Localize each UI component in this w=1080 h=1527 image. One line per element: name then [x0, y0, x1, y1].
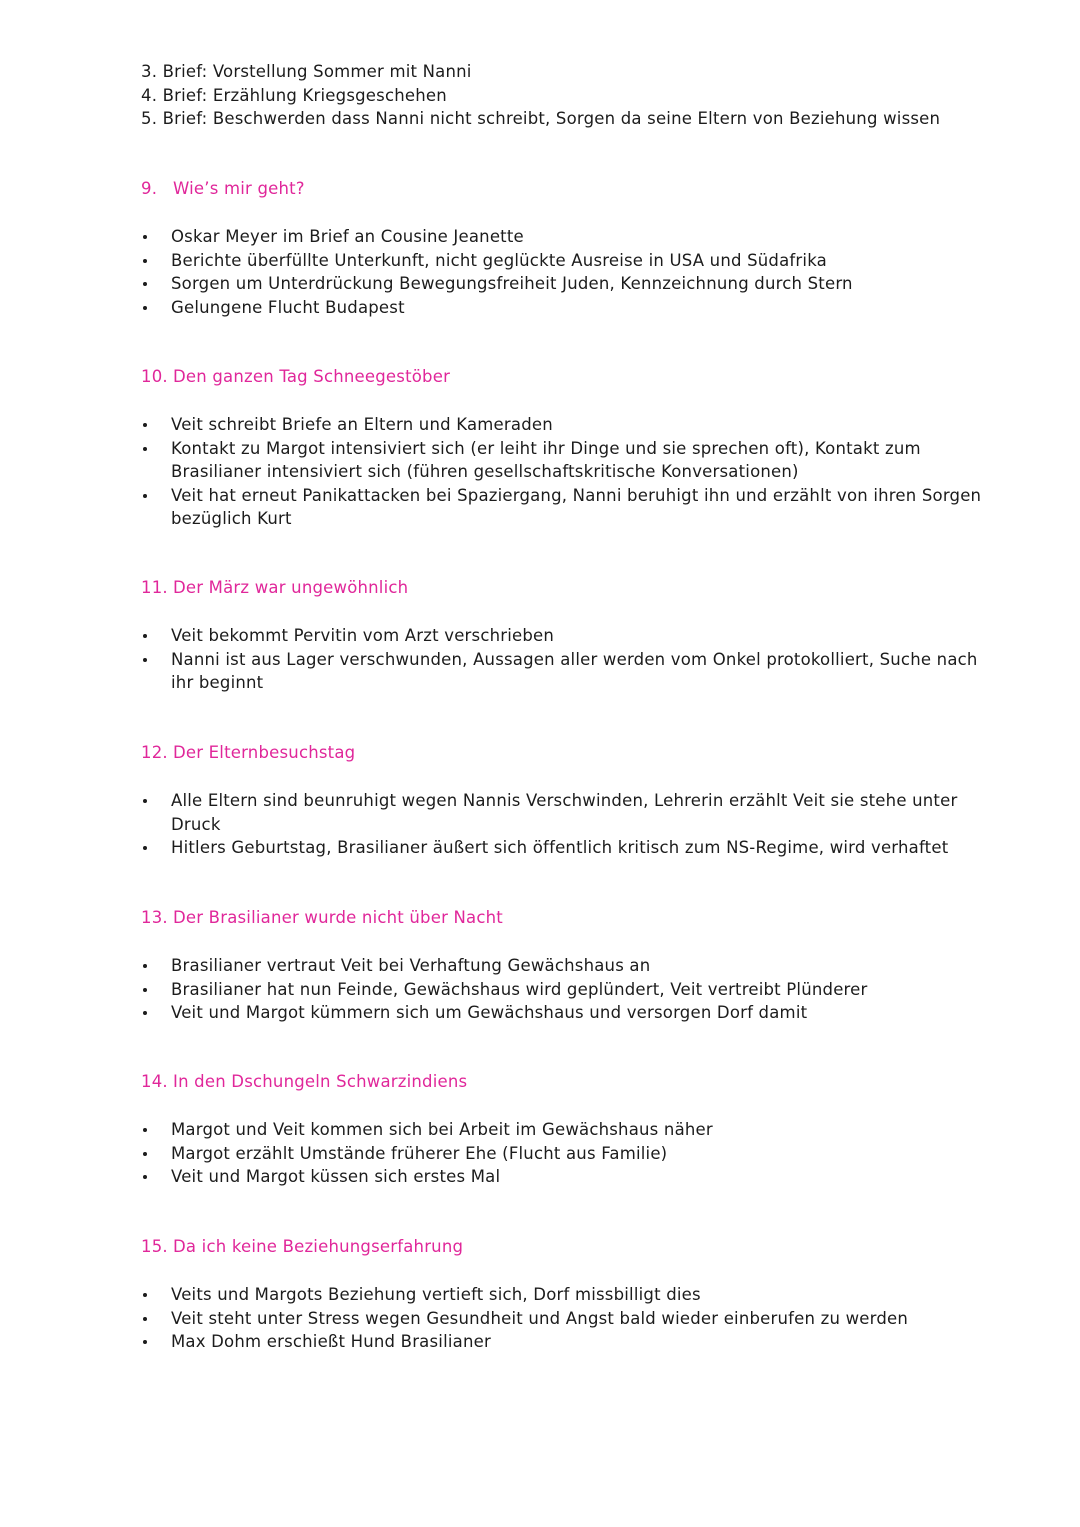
list-item-text: Veit steht unter Stress wegen Gesundheit und Angst bald wieder einberufen zu werden — [171, 1308, 909, 1328]
bullet-icon — [143, 1128, 147, 1132]
bullet-icon — [143, 846, 147, 850]
list-item — [141, 484, 1001, 531]
section-title: In den Dschungeln Schwarzindiens — [173, 1072, 468, 1091]
list-item — [141, 1142, 1001, 1166]
section-number: 11. — [141, 578, 168, 597]
intro-line: 3. Brief: Vorstellung Sommer mit Nanni — [141, 62, 472, 81]
list-item — [141, 648, 1001, 695]
list-item — [141, 1330, 1001, 1354]
bullet-icon — [143, 282, 147, 286]
list-item — [141, 249, 1001, 273]
section-10 — [141, 365, 1041, 531]
bullet-icon — [143, 306, 147, 310]
bullet-icon — [143, 799, 147, 803]
list-item-text: Margot erzählt Umstände früherer Ehe (Flucht aus Familie) — [171, 1143, 668, 1163]
list-item-text: Brasilianer vertraut Veit bei Verhaftung Gewächshaus an — [171, 956, 651, 975]
list-item-text: Veits und Margots Beziehung vertieft sich, Dorf missbilligt dies — [171, 1285, 701, 1304]
section-number: 15. — [141, 1237, 168, 1256]
list-item-text: Veit schreibt Briefe an Eltern und Kameraden — [171, 415, 553, 434]
list-item — [141, 954, 1001, 978]
list-item — [141, 413, 1001, 437]
list-item-text: Margot und Veit kommen sich bei Arbeit im Gewächshaus näher — [171, 1120, 713, 1139]
section-heading — [141, 1235, 1041, 1259]
list-item-text: Max Dohm erschießt Hund Brasilianer — [171, 1332, 491, 1352]
bullet-icon — [143, 423, 147, 427]
list-item — [141, 1001, 1001, 1025]
list-item-text: Kontakt zu Margot intensiviert sich (er leiht ihr Dinge und sie sprechen oft), Kontakt zum Brasilianer intensiviert sich (führen gesellschaftskritische Konversationen) — [171, 438, 921, 482]
list-item — [141, 437, 1001, 484]
list-item — [141, 1283, 1001, 1307]
bullet-list — [141, 954, 1041, 1025]
list-item-text: Oskar Meyer im Brief an Cousine Jeanette — [171, 227, 524, 246]
bullet-icon — [143, 1175, 147, 1179]
bullet-list — [141, 1118, 1041, 1189]
bullet-list — [141, 1283, 1041, 1354]
section-title: Da ich keine Beziehungserfahrung — [173, 1237, 464, 1256]
section-number: 13. — [141, 908, 168, 927]
list-item — [141, 225, 1001, 249]
list-item — [141, 272, 1001, 296]
section-heading — [141, 906, 1041, 930]
bullet-list — [141, 624, 1041, 695]
section-heading — [141, 741, 1041, 765]
bullet-icon — [143, 658, 147, 662]
list-item-text: Veit bekommt Pervitin vom Arzt verschrieben — [171, 626, 555, 645]
bullet-icon — [143, 494, 147, 498]
bullet-icon — [143, 634, 147, 638]
bullet-icon — [143, 447, 147, 451]
list-item — [141, 836, 1001, 860]
bullet-icon — [143, 964, 147, 968]
section-title: Wie’s mir geht? — [173, 179, 305, 198]
bullet-list — [141, 225, 1041, 319]
bullet-icon — [143, 235, 147, 239]
list-item — [141, 978, 1001, 1002]
list-item-text: Nanni ist aus Lager verschwunden, Aussagen aller werden vom Onkel protokolliert, Suche nach ihr beginnt — [171, 649, 978, 693]
bullet-list — [141, 413, 1041, 531]
bullet-icon — [143, 988, 147, 992]
section-title: Der März war ungewöhnlich — [173, 578, 409, 597]
list-item-text: Veit und Margot kümmern sich um Gewächshaus und versorgen Dorf damit — [171, 1003, 808, 1023]
section-heading — [141, 365, 1041, 389]
intro-line: 5. Brief: Beschwerden dass Nanni nicht schreibt, Sorgen da seine Eltern von Beziehung wissen — [141, 109, 941, 129]
bullet-icon — [143, 1293, 147, 1297]
list-item — [141, 1307, 1001, 1331]
list-item-text: Sorgen um Unterdrückung Bewegungsfreiheit Juden, Kennzeichnung durch Stern — [171, 274, 853, 294]
list-item — [141, 1165, 1001, 1189]
list-item-text: Berichte überfüllte Unterkunft, nicht geglückte Ausreise in USA und Südafrika — [171, 250, 827, 270]
section-number: 12. — [141, 743, 168, 762]
list-item — [141, 624, 1001, 648]
list-item-text: Veit und Margot küssen sich erstes Mal — [171, 1167, 501, 1187]
list-item — [141, 789, 1001, 836]
section-14 — [141, 1070, 1041, 1189]
section-title: Den ganzen Tag Schneegestöber — [173, 367, 451, 386]
bullet-icon — [143, 259, 147, 263]
section-heading — [141, 576, 1041, 600]
section-12 — [141, 741, 1041, 860]
list-item-text: Brasilianer hat nun Feinde, Gewächshaus wird geplündert, Veit vertreibt Plünderer — [171, 979, 868, 999]
list-item-text: Veit hat erneut Panikattacken bei Spaziergang, Nanni beruhigt ihn und erzählt von ihren Sorgen bezüglich Kurt — [171, 485, 982, 529]
section-number: 14. — [141, 1072, 168, 1091]
bullet-icon — [143, 1340, 147, 1344]
intro-letters — [141, 60, 1041, 131]
list-item — [141, 1118, 1001, 1142]
section-15 — [141, 1235, 1041, 1354]
bullet-icon — [143, 1317, 147, 1321]
list-item-text: Hitlers Geburtstag, Brasilianer äußert sich öffentlich kritisch zum NS-Regime, wird verhaftet — [171, 838, 949, 858]
intro-line: 4. Brief: Erzählung Kriegsgeschehen — [141, 85, 447, 105]
bullet-list — [141, 789, 1041, 860]
section-number: 10. — [141, 367, 168, 386]
section-11 — [141, 576, 1041, 695]
section-13 — [141, 906, 1041, 1025]
section-title: Der Brasilianer wurde nicht über Nacht — [173, 908, 503, 927]
section-title: Der Elternbesuchstag — [173, 743, 356, 762]
list-item — [141, 296, 1001, 320]
list-item-text: Gelungene Flucht Budapest — [171, 297, 405, 317]
list-item-text: Alle Eltern sind beunruhigt wegen Nannis Verschwinden, Lehrerin erzählt Veit sie stehe unter Druck — [171, 791, 958, 834]
section-number: 9. — [141, 179, 158, 198]
bullet-icon — [143, 1152, 147, 1156]
section-heading — [141, 177, 1041, 201]
section-9 — [141, 177, 1041, 319]
bullet-icon — [143, 1011, 147, 1015]
section-heading — [141, 1070, 1041, 1094]
